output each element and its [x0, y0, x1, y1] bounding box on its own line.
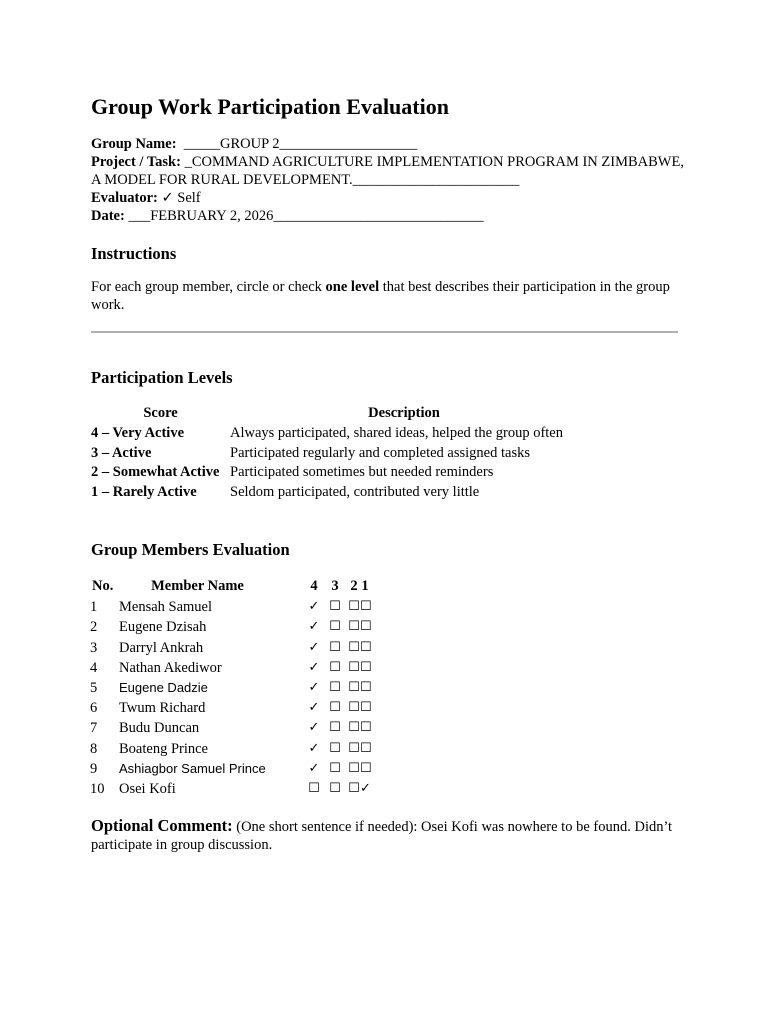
checkbox-icon[interactable]: ☐: [329, 659, 341, 675]
member-number: 3: [90, 639, 98, 656]
score-column-header: Score: [143, 405, 178, 421]
checkbox-icon[interactable]: ☐: [360, 659, 372, 675]
member-number: 5: [90, 680, 98, 696]
member-score-boxes: [306, 617, 370, 637]
members-header-row: [90, 576, 370, 597]
member-score-boxes: [306, 739, 370, 759]
date-value: ___FEBRUARY 2, 2026_____________________________: [124, 208, 484, 224]
evaluation-document: [91, 92, 691, 854]
member-row: [90, 678, 370, 698]
checkbox-icon[interactable]: ☐: [360, 599, 372, 615]
level-row: [91, 483, 578, 503]
checkbox-icon[interactable]: ☐: [348, 720, 360, 736]
member-row: [90, 597, 370, 617]
member-number: 2: [90, 619, 98, 636]
member-row: [90, 658, 370, 678]
checkbox-icon[interactable]: ☐: [360, 720, 372, 736]
checkbox-icon[interactable]: ☐: [360, 639, 372, 655]
level-description: Always participated, shared ideas, helped the group often: [230, 424, 563, 441]
group-name-label: Group Name:: [91, 136, 177, 152]
level-row: [91, 444, 578, 464]
checkbox-icon[interactable]: ☐: [329, 680, 341, 695]
member-name: Boateng Prince: [119, 740, 208, 757]
checkbox-icon[interactable]: ☐: [329, 639, 341, 655]
member-score-boxes: [306, 658, 370, 678]
checkbox-icon[interactable]: ☐: [348, 639, 360, 655]
score-header-3: 3: [331, 577, 339, 594]
checkbox-icon[interactable]: ☐: [348, 740, 360, 756]
member-name: Mensah Samuel: [119, 599, 213, 616]
instructions-text-start: For each group member, circle or check: [91, 279, 326, 295]
member-number: 7: [90, 720, 98, 737]
instructions-emphasis: one level: [325, 279, 380, 295]
member-row: [90, 617, 370, 637]
page-title: Group Work Participation Evaluation: [91, 94, 449, 119]
checked-box-icon[interactable]: ✓: [308, 680, 320, 695]
member-name: Twum Richard: [119, 700, 206, 717]
score-header-1: 1: [361, 577, 369, 594]
group-name-line: [91, 135, 691, 153]
checked-box-icon[interactable]: ✓: [308, 720, 320, 736]
checkbox-icon[interactable]: ☐: [360, 760, 372, 776]
member-row: [90, 779, 370, 799]
checkbox-icon[interactable]: ☐: [308, 781, 320, 797]
evaluator-line: [91, 189, 691, 207]
comment-label: Optional Comment:: [91, 816, 233, 836]
checkbox-icon[interactable]: ☐: [348, 619, 360, 635]
instructions-text-end: that best describes their participation in the group work.: [91, 279, 670, 313]
checkbox-icon[interactable]: ☐: [329, 700, 341, 716]
instructions-heading: Instructions: [91, 244, 177, 263]
number-column-header: No.: [92, 578, 114, 595]
member-score-boxes: [306, 678, 370, 698]
member-name: Eugene Dzisah: [119, 619, 207, 636]
project-line: [91, 153, 691, 189]
level-description: Participated sometimes but needed reminders: [230, 464, 494, 481]
date-line: [91, 207, 691, 225]
member-number: 4: [90, 659, 98, 676]
levels-header-row: [91, 404, 578, 424]
checkbox-icon[interactable]: ☐: [329, 720, 341, 736]
checkbox-icon[interactable]: ☐: [360, 740, 372, 756]
evaluator-value: ✓ Self: [157, 190, 201, 206]
checked-box-icon[interactable]: ✓: [308, 740, 320, 756]
level-row: [91, 463, 578, 483]
member-row: [90, 718, 370, 738]
member-row: [90, 739, 370, 759]
level-row: [91, 424, 578, 444]
instructions-text: [91, 279, 671, 314]
checkbox-icon[interactable]: ☐: [348, 760, 360, 776]
member-name: Nathan Akediwor: [119, 659, 222, 676]
member-score-boxes: [306, 698, 370, 718]
group-name-value: _____GROUP 2___________________: [176, 136, 418, 152]
horizontal-divider: [91, 331, 678, 333]
level-description: Participated regularly and completed assigned tasks: [230, 444, 530, 461]
member-score-boxes: [306, 718, 370, 738]
checked-box-icon[interactable]: ✓: [308, 659, 320, 675]
member-score-boxes: [306, 638, 370, 658]
optional-comment: [91, 817, 681, 854]
description-column-header: Description: [368, 405, 440, 421]
level-score: 4 – Very Active: [91, 424, 185, 441]
level-score: 1 – Rarely Active: [91, 484, 197, 501]
member-name: Darryl Ankrah: [119, 639, 204, 656]
member-name: Ashiagbor Samuel Prince: [119, 760, 266, 776]
project-label: Project / Task:: [91, 154, 181, 170]
checkbox-icon[interactable]: ☐: [329, 760, 341, 776]
checkbox-icon[interactable]: ☐: [360, 680, 372, 695]
checked-box-icon[interactable]: ✓: [308, 619, 320, 635]
member-row: [90, 698, 370, 718]
member-number: 10: [90, 781, 105, 798]
score-header-4: 4: [310, 577, 318, 594]
member-score-boxes: [306, 597, 370, 617]
checked-box-icon[interactable]: ✓: [308, 700, 320, 716]
member-name: Eugene Dadzie: [119, 680, 208, 695]
level-score: 2 – Somewhat Active: [91, 464, 220, 481]
member-name-column-header: Member Name: [151, 578, 244, 595]
checkbox-icon[interactable]: ☐: [329, 740, 341, 756]
checkbox-icon[interactable]: ☐: [329, 599, 341, 615]
checked-box-icon[interactable]: ✓: [360, 781, 371, 797]
member-number: 6: [90, 700, 98, 717]
date-label: Date:: [91, 208, 125, 224]
checkbox-icon[interactable]: ☐: [329, 619, 341, 635]
member-score-boxes: [306, 759, 370, 779]
project-value: _COMMAND AGRICULTURE IMPLEMENTATION PROGRAM IN ZIMBABWE, A MODEL FOR RURAL DEVELOPMENT._______________________: [91, 154, 687, 188]
member-number: 9: [90, 760, 98, 777]
members-heading: Group Members Evaluation: [91, 539, 290, 559]
levels-heading: Participation Levels: [91, 368, 233, 387]
members-table: [90, 576, 370, 799]
checkbox-icon[interactable]: ☐: [360, 700, 372, 716]
member-name: Osei Kofi: [119, 781, 176, 798]
member-row: [90, 759, 370, 779]
member-number: 8: [90, 740, 98, 757]
checkbox-icon[interactable]: ☐: [348, 599, 360, 615]
comment-text: (One short sentence if needed): Osei Kofi was nowhere to be found. Didn’t participate in group discussion.: [91, 819, 673, 854]
score-columns-header: [306, 576, 370, 597]
member-name: Budu Duncan: [119, 720, 200, 737]
member-number: 1: [90, 599, 98, 616]
checked-box-icon[interactable]: ✓: [308, 599, 320, 615]
score-header-2: 2: [350, 577, 358, 594]
checkbox-icon[interactable]: ☐: [348, 659, 360, 675]
checked-box-icon[interactable]: ✓: [308, 760, 320, 776]
level-description: Seldom participated, contributed very little: [230, 484, 480, 501]
evaluator-label: Evaluator:: [91, 190, 158, 206]
levels-table: [91, 404, 578, 503]
checkbox-icon[interactable]: ☐: [348, 700, 360, 716]
form-meta: [91, 135, 691, 225]
checkbox-icon[interactable]: ☐: [348, 680, 360, 695]
checkbox-icon[interactable]: ☐: [348, 781, 360, 797]
checked-box-icon[interactable]: ✓: [308, 639, 320, 655]
checkbox-icon[interactable]: ☐: [329, 781, 341, 797]
member-row: [90, 638, 370, 658]
member-score-boxes: [306, 779, 370, 799]
level-score: 3 – Active: [91, 444, 152, 461]
checkbox-icon[interactable]: ☐: [360, 619, 372, 635]
